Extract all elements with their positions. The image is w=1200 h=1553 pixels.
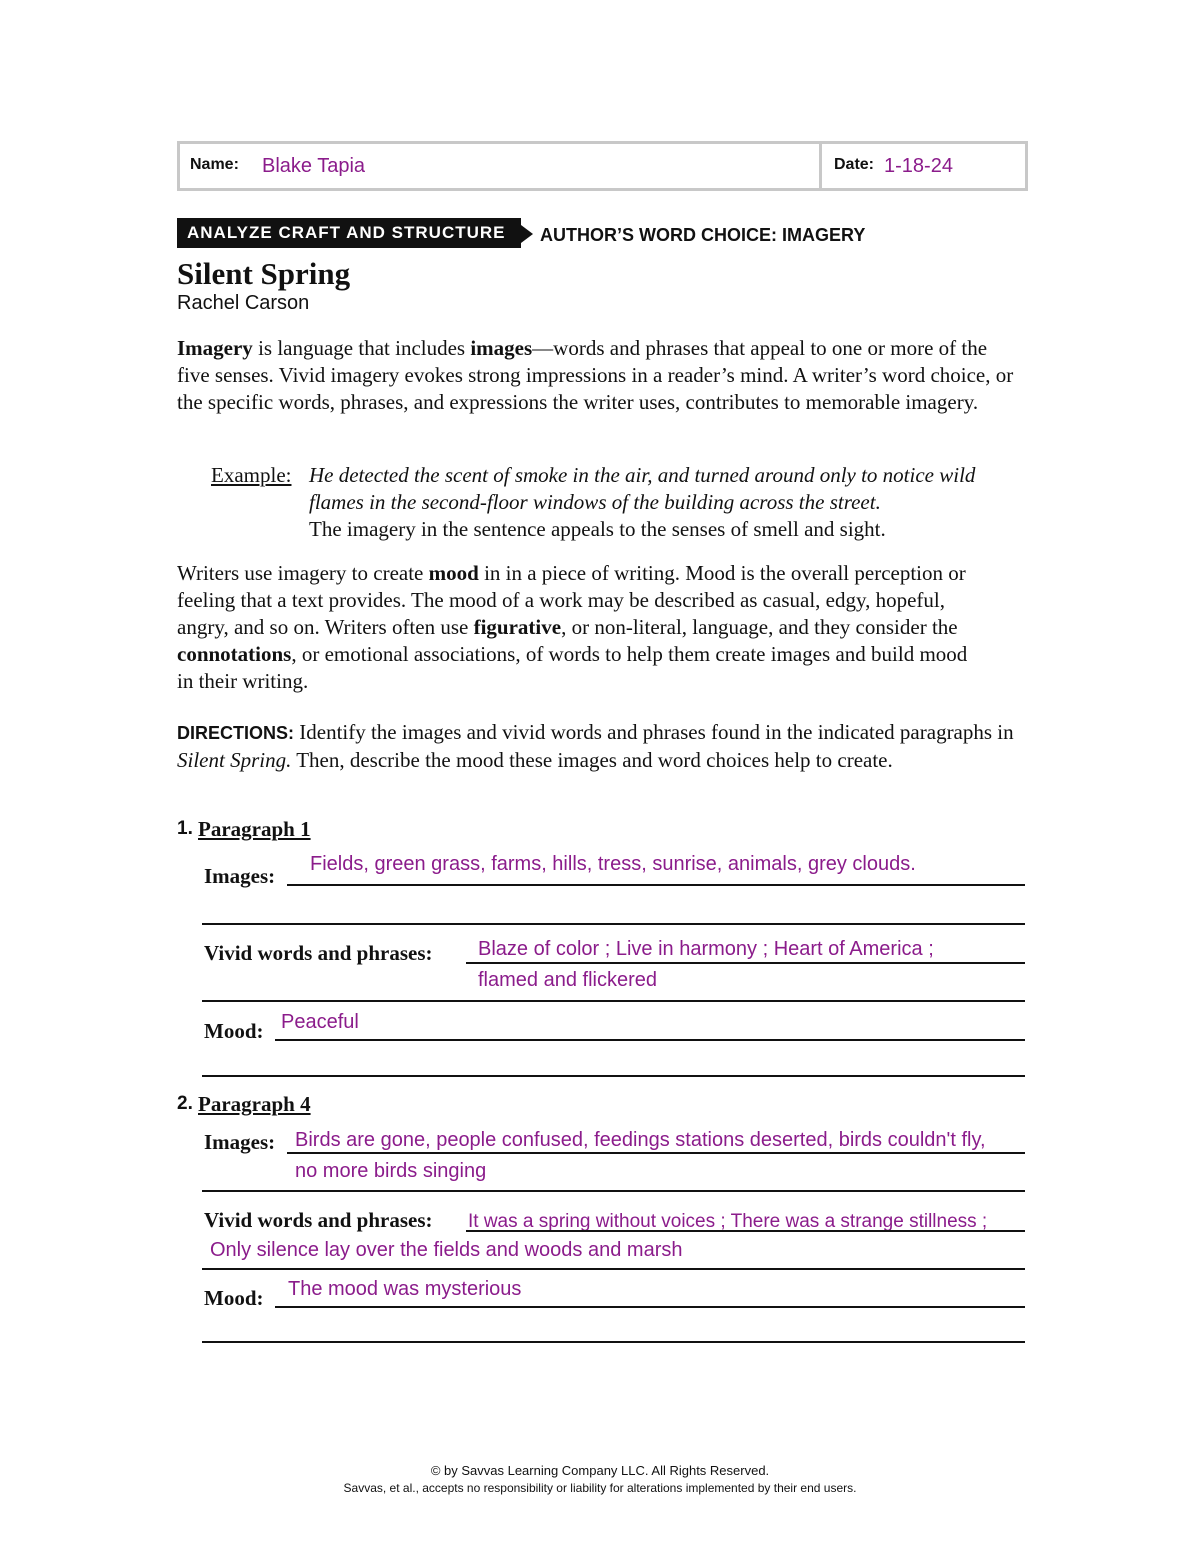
answer-line [275, 1039, 1025, 1041]
intro-paragraph: Imagery is language that includes images—words and phrases that appeal to one or more of the five senses. Vivid imagery evokes strong impressions in a reader’s mind. A writer’s word choice, or the specific words, phrases, and expressions the writer uses, contributes to memorable imagery. [177, 336, 1014, 414]
q2-heading: Paragraph 4 [198, 1092, 311, 1116]
arrow-icon [521, 225, 533, 243]
directions-label: DIRECTIONS: [177, 723, 294, 743]
q1-vivid-answer-line1[interactable]: Blaze of color ; Live in harmony ; Heart of America ; [478, 938, 934, 960]
answer-line [202, 1075, 1025, 1077]
q1-vivid-answer-line2[interactable]: flamed and flickered [478, 969, 657, 991]
name-field[interactable]: Blake Tapia [262, 155, 366, 177]
answer-line [202, 1000, 1025, 1002]
q2-number: 2. [177, 1093, 193, 1114]
name-date-divider [819, 141, 822, 191]
q2-images-label: Images: [204, 1130, 276, 1154]
q2-vivid-label: Vivid words and phrases: [204, 1208, 433, 1232]
q1-images-label: Images: [204, 864, 276, 888]
example-sentence: He detected the scent of smoke in the air, and turned around only to notice wild flames in the second-floor windows of the building across the street. The imagery in the sentence appeals to the senses of smell and sight. [309, 463, 976, 541]
answer-line [202, 1341, 1025, 1343]
answer-line [287, 1152, 1025, 1154]
answer-line [202, 923, 1025, 925]
q1-mood-label: Mood: [204, 1019, 264, 1043]
answer-line [466, 1230, 1025, 1232]
name-label: Name: [190, 156, 239, 173]
q1-heading: Paragraph 1 [198, 817, 311, 841]
directions: DIRECTIONS: Identify the images and vivid words and phrases found in the indicated paragraphs in Silent Spring. Then, describe the mood these images and word choices help to create. [177, 720, 1014, 772]
author-name: Rachel Carson [177, 292, 310, 314]
date-field[interactable]: 1-18-24 [884, 155, 953, 177]
answer-line [202, 1268, 1025, 1270]
q1-vivid-label: Vivid words and phrases: [204, 941, 433, 965]
q2-vivid-answer-line2[interactable]: Only silence lay over the fields and woods and marsh [210, 1239, 683, 1261]
page-title: Silent Spring [177, 256, 351, 291]
section-tag: ANALYZE CRAFT AND STRUCTURE [177, 218, 521, 248]
mood-paragraph: Writers use imagery to create mood in in a piece of writing. Mood is the overall perception or feeling that a text provides. The mood of a work may be described as casual, edgy, hopeful, angry, and so on. Writers often use figurative, or non-literal, language, and they consider the connotations, or emotional associations, of words to help them create images and build mood in their writing. [177, 561, 968, 693]
footer-disclaimer: Savvas, et al., accepts no responsibility or liability for alterations implemented by their end users. [343, 1481, 857, 1495]
date-label: Date: [834, 156, 875, 173]
term-imagery: Imagery [177, 336, 253, 360]
q2-vivid-answer-line1[interactable]: It was a spring without voices ; There was a strange stillness ; [468, 1211, 988, 1232]
answer-line [202, 1190, 1025, 1192]
example-explanation: The imagery in the sentence appeals to the senses of smell and sight. [309, 517, 886, 541]
answer-line [466, 962, 1025, 964]
section-topic: AUTHOR’S WORD CHOICE: IMAGERY [540, 225, 866, 245]
q1-number: 1. [177, 818, 193, 839]
q1-images-answer[interactable]: Fields, green grass, farms, hills, tress, sunrise, animals, grey clouds. [310, 853, 916, 875]
q2-mood-label: Mood: [204, 1286, 264, 1310]
q2-mood-answer[interactable]: The mood was mysterious [288, 1278, 522, 1300]
q2-images-answer-line1[interactable]: Birds are gone, people confused, feedings stations deserted, birds couldn't fly, [295, 1129, 986, 1151]
footer-copyright: © by Savvas Learning Company LLC. All Rights Reserved. [430, 1463, 770, 1478]
q1-mood-answer[interactable]: Peaceful [281, 1011, 359, 1033]
term-images: images [470, 336, 533, 360]
example-label: Example: [211, 463, 292, 487]
answer-line [287, 884, 1025, 886]
q2-images-answer-line2[interactable]: no more birds singing [295, 1160, 487, 1182]
answer-line [275, 1306, 1025, 1308]
